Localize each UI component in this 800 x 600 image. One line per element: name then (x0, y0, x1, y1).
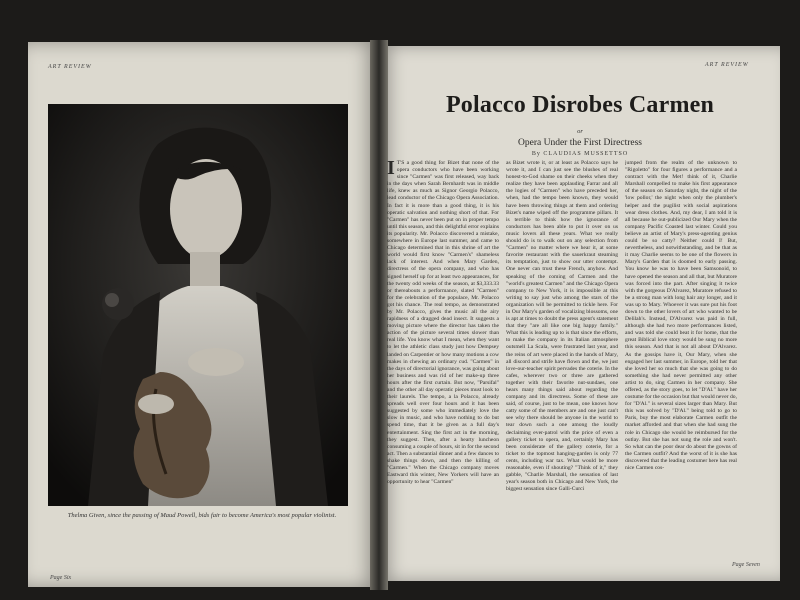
article-column-2 (506, 160, 618, 550)
left-running-head: ART REVIEW (48, 64, 92, 70)
column-1-text: T'S a good thing for Bizet that none of the opera conductors who have been working since "Carmen" was first released, way back in the days when Sarah Bernhardt was in middle life, knew as much as Signor Georgio Polacco, lead conductor of the Chicago Opera Association. In fact it is more than a good thing, it is his operatic salvation and nothing short of that. For "Carmen" has never been put on in proper tempo until this season, and this delightful error explains its popularity. Mr. Polacco discovered a mistake, somewhere in Europe last summer, and came to Chicago determined that in this shrine of art the world would first know "Carmen's" shameless lack of interest. And when Mary Garden, directress of the opera company, and who has signed herself up for at least two appearances, for the twenty odd weeks of the season, at $3,333.33 or thereabouts a performance, slated "Carmen" for the celebration of the populace, Mr. Polacco got his chance. The real tempo, as demonstrated by Mr. Polacco, gives the music all the airy rapidness of a dragged dead insect. It suggests a moving picture where the director has taken the action of the picture several times slower than real life. You know what I mean, when they want to let the athletic class study just how Dempsey landed on Carpentier or how many motions a cow makes in chewing an ordinary cud. "Carmen" in the days of directorial ignorance, was going about her business and was rid of her make-up three hours after the first curtain. But now, "Parsifal" and the other all day operatic pieces must look to their laurels. The tempo, a la Polacco, already spreads well over four hours and it has been suggested by some who immediately love the slow in music, and who have nothing to do but spend time, that it be given as a full day's entertainment. Sing the first act in the morning, they suggest. Then, after a hearty luncheon consuming a couple of hours, sit in for the second act. Then a substantial dinner and a few dances to shake things down, and then the killing of "Carmen." When the Chicago company moves Eastward this winter, New Yorkers will have an opportunity to hear "Carmen" (387, 160, 499, 486)
drop-cap: I (387, 160, 395, 179)
right-folio: Page Seven (732, 562, 760, 568)
article-column-1 (387, 160, 499, 550)
article-subtitle: Opera Under the First Directress (518, 138, 642, 148)
portrait-photo (48, 104, 348, 506)
violinist-portrait-image (48, 104, 348, 506)
article-byline: By CLAUDIAS MUSSETTSO (531, 151, 629, 157)
article-headline: Polacco Disrobes Carmen (445, 92, 715, 118)
right-running-head: ART REVIEW (705, 62, 749, 68)
photo-caption: Thelma Given, since the passing of Maud Powell, bids fair to become America's most popular violinist. (67, 512, 337, 519)
left-folio: Page Six (50, 575, 72, 581)
column-2-text: as Bizet wrote it, or at least as Polacco says he wrote it, and I can just see the blushes of real honest-to-God shame on their cheeks when they realize they have been applauding Farrar and all the logies of "Carmen" who have preceded her, when, had the tempo been known, they would have been throwing things at them and ordering Bizet's name wiped off the programme pillars. It is terrible to think how the ignorance of conductors has been able to put it over on us music lovers all these years. What we really should do is to walk out on any selection from "Carmen" no matter where we hear it, at some favorite restaurant with the sauerkraut steaming its temptation, just to show our utter contempt. One never can trust these French, anyhow. And speaking of the coming of Carmen and the "world's greatest Carmen" and the Chicago Opera company to New York, it is impossible at this writing to say just who among the stars of the organization will be permitted to tickle here. For in Our Mary's garden of vocalizing blossoms, one is apt at times to doubt the press agent's statement that they "are all like one big happy family." What this is leading up to is that since the efforts, to make the company in its Italian atmosphere outsmell La Scala, were frustrated last year, and the reins of art were placed in the hands of Mary, all discord and strife have flown and the, we just love-our-teacher spirit pervades the coterie. In the cafes, wherever two or three are gathered together with their favorite nut-sundaes, one hears many things said about regarding the company and its directress. Some of these are said, of course, just to be mean, one knows how catty some of the members are and one just can't see why there should be anyone in the world to tear down such a one among the loudly declaiming ever-patrol with the price of even a gallery ticket to opera, and, certainly Mary has been considerate of the gallery coterie, for a ticket to the topmost hanging-garden is only 77 cents, including war tax. What would be more reasonable, even if shouting? "Think of it," they gabble, "Charlie Marshall, the sensation of last year's season both in Chicago and New York, the biggest sensation since Galli-Curci (506, 160, 618, 493)
column-3-text: jumped from the realm of the unknown to "Rigoletto" for four figures a performance and a contract with the Met! think of it, Charlie Marshall compelled to make his first appearance of the season on Saturday night, the night of the 'low pollor,' the night when only the plumber's helper and the pugilist with social aspirations wear dress clothes. And, my dear, I am told it is all because he out-publicized Our Mary when the company Pacific Coasted last winter. Could you believe an artist of Mary's press-agenting genius could be so catty? Neither could I! But, nevertheless, and notwithstanding, and be that as it may Charlie seems to be one of the flowers in Mary's Garden that is doomed to early passing. You know he was to have been Samsonoid, to have opened the season and all that, but Muratore was forced into the part. After singing it twice with the gorgeous D'Alvarez, Muratore refused to be a strong man with long hair any longer, and it was up to Mary. Whoever it was sure put his foot down to the other lovers of art who wanted to be Delilah's. Instead, D'Alvarez was paid in full, although she had two more performances listed, and was told she could beat it for home, that the great Biblical love story would be sung no more this season. And that is not all about D'Alvarez. As the gossips have it, Our Mary, when she engaged her last summer, in Europe, told her that she loved her so much that she was going to do something she had never permitted any other artist to do, sing Carmen in her company. She offered, as the story goes, to let "D'Al." have her costume for the occasion but that would never do, for "D'Al." is several sizes larger than Mary. But this was solved by "D'Al." being told to go to Paris, buy the most elaborate Carmen outfit the market afforded and that when she had sung the role in Chicago she would be reimbursed for the outlay. But she has not sung the role and won't. So what can the poor dear do about the gowns of the Carmen outfit? And the worst of it is she has discovered that the leading costumer here has real nice Carmen cos- (625, 160, 737, 472)
article-column-3 (625, 160, 737, 550)
subtitle-or: or (577, 128, 583, 135)
binding-gutter (370, 40, 388, 590)
